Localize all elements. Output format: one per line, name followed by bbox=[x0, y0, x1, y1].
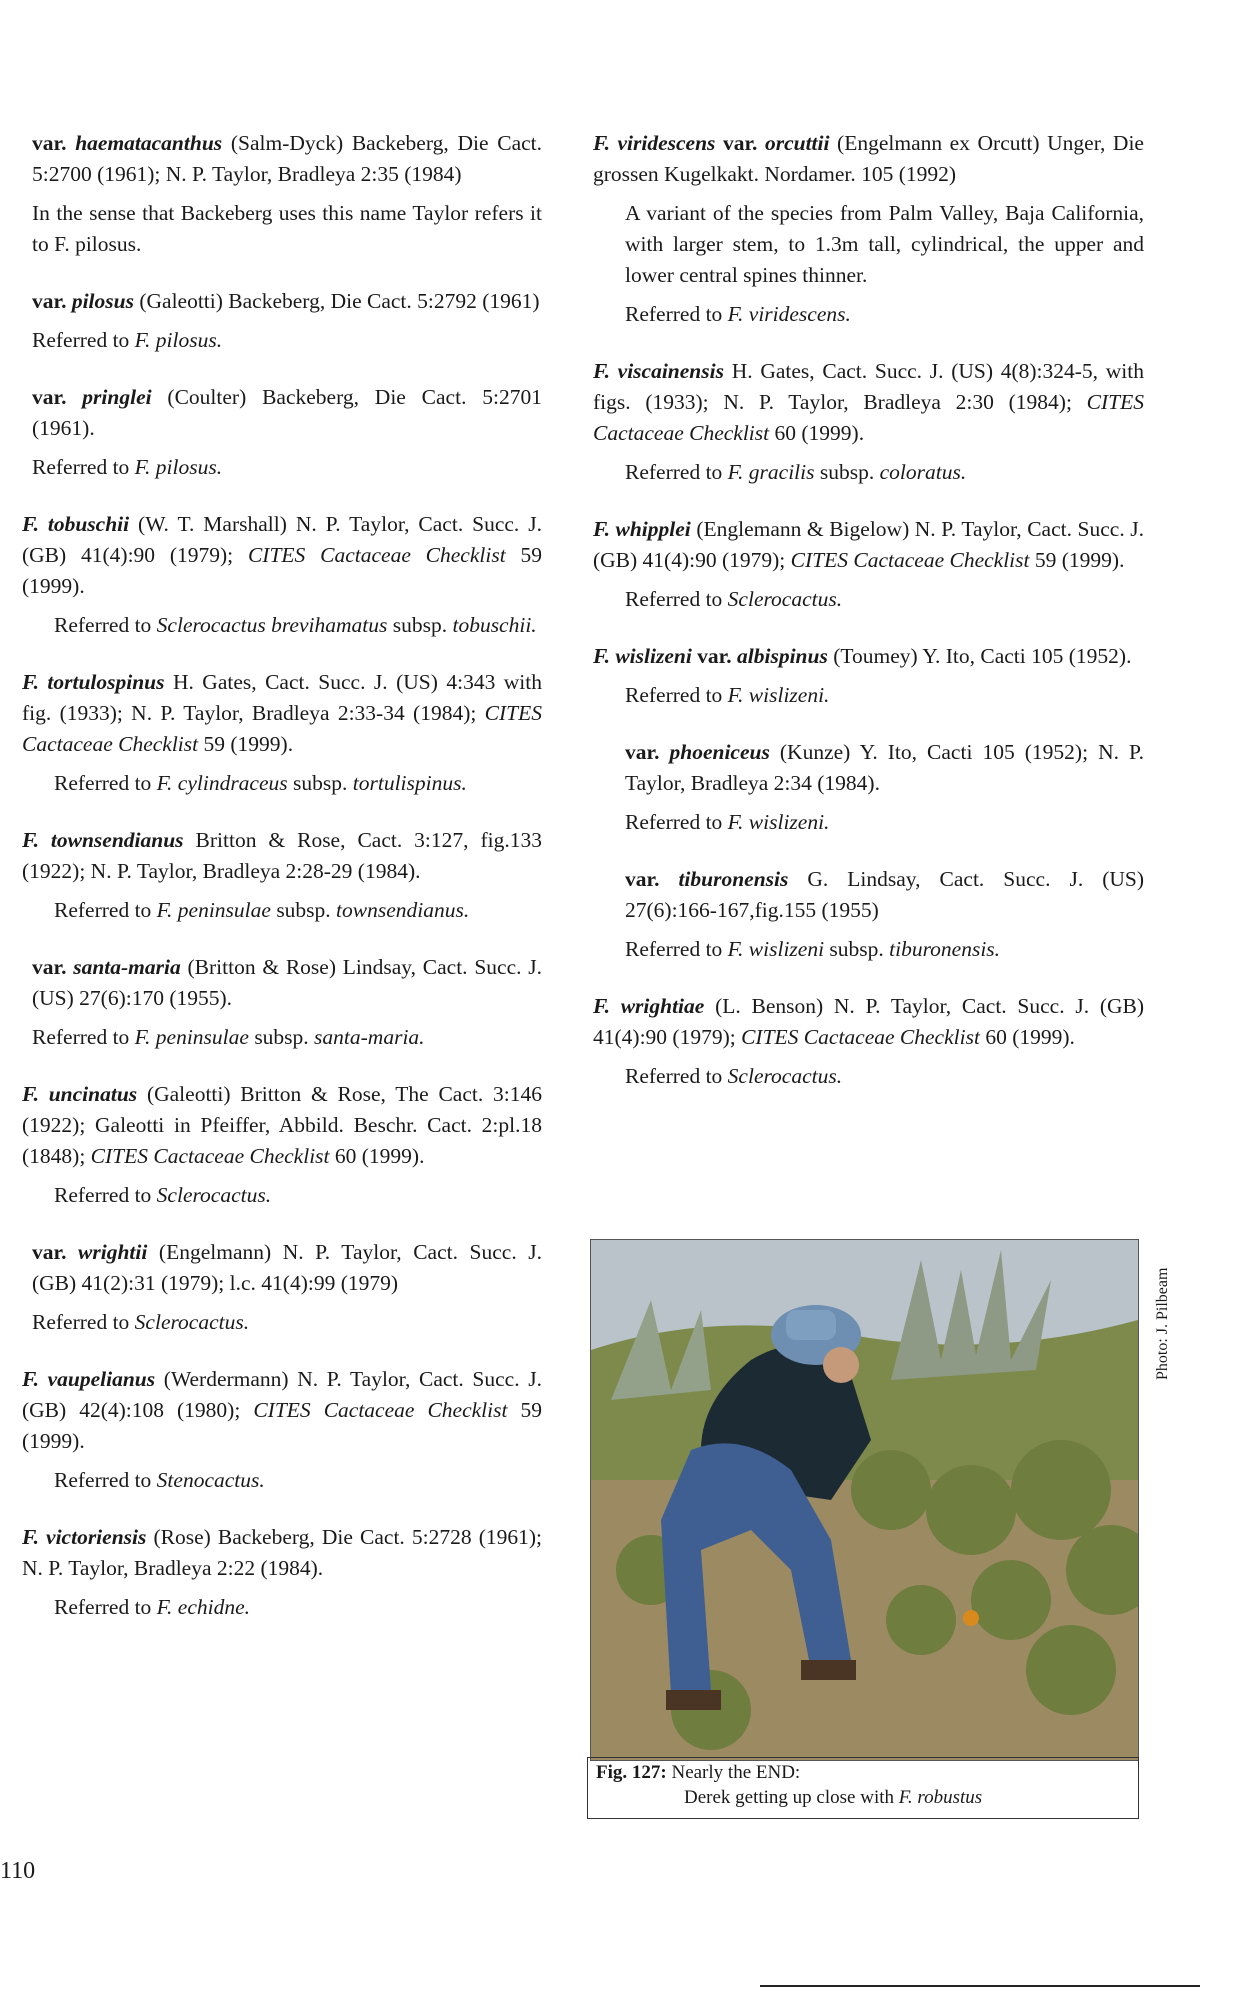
rank-label: var. bbox=[32, 955, 67, 979]
entry-var-wrightii bbox=[22, 1237, 542, 1338]
citation: (Britton & Rose) Lindsay, Cact. Succ. J. (US) 27(6):170 (1955). bbox=[32, 955, 542, 1010]
taxon-name: wrightii bbox=[78, 1240, 148, 1264]
referral: Referred to F. pilosus. bbox=[32, 455, 223, 479]
referral: Referred to F. wislizeni. bbox=[625, 683, 830, 707]
entry-var-pilosus bbox=[22, 286, 542, 356]
referral: Referred to Sclerocactus. bbox=[625, 1064, 843, 1088]
referral: Referred to Sclerocactus brevihamatus subsp. tobuschii. bbox=[54, 613, 537, 637]
taxon-name: phoeniceus bbox=[669, 740, 770, 764]
entry-wislizeni-albispinus bbox=[593, 641, 1144, 711]
referral: Referred to F. gracilis subsp. coloratus. bbox=[625, 460, 967, 484]
description: A variant of the species from Palm Valley, Baja California, with larger stem, to 1.3m tall, cylindrical, the upper and lower central spines thinner. bbox=[625, 201, 1144, 287]
citation: (Engelmann ex Orcutt) Unger, Die grossen Kugelkakt. Nordamer. 105 (1992) bbox=[593, 131, 1144, 186]
taxon-name: F. tobuschii bbox=[22, 512, 130, 536]
citation: H. Gates, Cact. Succ. J. (US) 4(8):324-5, with figs. (1933); N. P. Taylor, Bradleya 2:30 (1984); bbox=[593, 359, 1144, 414]
citation: (Kunze) Y. Ito, Cacti 105 (1952); N. P. Taylor, Bradleya 2:34 (1984). bbox=[625, 740, 1144, 795]
taxon-name: orcuttii bbox=[764, 131, 830, 155]
entry-viridescens-orcuttii bbox=[593, 128, 1144, 330]
referral: Referred to Sclerocactus. bbox=[54, 1183, 272, 1207]
taxon-name: tiburonensis bbox=[678, 867, 789, 891]
caption-line1: Nearly the END: bbox=[666, 1762, 801, 1783]
referral: Referred to F. wislizeni. bbox=[625, 810, 830, 834]
rank-label: var. bbox=[715, 131, 765, 155]
caption-line2: Derek getting up close with bbox=[684, 1787, 899, 1808]
citation: (Engelmann) N. P. Taylor, Cact. Succ. J. (GB) 41(2):31 (1979); l.c. 41(4):99 (1979) bbox=[32, 1240, 543, 1295]
referral: Referred to Stenocactus. bbox=[54, 1468, 265, 1492]
citation: (Werdermann) N. P. Taylor, Cact. Succ. J. (GB) 42(4):108 (1980); bbox=[22, 1367, 542, 1422]
entry-var-tiburonensis bbox=[593, 864, 1144, 965]
taxon-name: santa-maria bbox=[73, 955, 181, 979]
citation: (Galeotti) Britton & Rose, The Cact. 3:146 (1922); Galeotti in Pfeiffer, Abbild. Beschr. Cact. 2:pl.18 (1848); bbox=[22, 1082, 542, 1168]
taxon-name: pringlei bbox=[82, 385, 152, 409]
rank-label: var. bbox=[32, 131, 67, 155]
description: In the sense that Backeberg uses this name Taylor refers it to F. pilosus. bbox=[32, 201, 542, 256]
taxon-name: F. viscainensis bbox=[593, 359, 724, 383]
taxon-name: F. vaupelianus bbox=[22, 1367, 156, 1391]
entry-victoriensis bbox=[22, 1522, 542, 1623]
entry-whipplei: F. whipplei (Englemann & Bigelow) N. P. Taylor, Cact. Succ. J. (GB) 41(4):90 (1979); CITES Cactaceae Checklist 59 (1999). Referred to Sclerocactus. bbox=[593, 514, 1144, 615]
entry-viscainensis: F. viscainensis H. Gates, Cact. Succ. J. (US) 4(8):324-5, with figs. (1933); N. P. Taylor, Bradleya 2:30 (1984); CITES Cactaceae Checklist 60 (1999). Referred to F. gracilis subsp. coloratus. bbox=[593, 356, 1144, 488]
photo-figure-127 bbox=[590, 1239, 1139, 1761]
referral: Referred to F. viridescens. bbox=[625, 302, 851, 326]
citation: H. Gates, Cact. Succ. J. (US) 4:343 with fig. (1933); N. P. Taylor, Bradleya 2:33-34 (1984); bbox=[22, 670, 542, 725]
referral: Referred to F. peninsulae subsp. townsendianus. bbox=[54, 898, 470, 922]
entry-tobuschii: F. tobuschii (W. T. Marshall) N. P. Taylor, Cact. Succ. J. (GB) 41(4):90 (1979); CITES Cactaceae Checklist 59 (1999). Referred to Sclerocactus brevihamatus subsp. tobuschii. bbox=[22, 509, 542, 641]
referral: Referred to F. wislizeni subsp. tiburonensis. bbox=[625, 937, 1001, 961]
entry-wrightiae: F. wrightiae (L. Benson) N. P. Taylor, Cact. Succ. J. (GB) 41(4):90 (1979); CITES Cactaceae Checklist 60 (1999). Referred to Sclerocactus. bbox=[593, 991, 1144, 1092]
citation: Britton & Rose, Cact. 3:127, fig.133 (1922); N. P. Taylor, Bradleya 2:28-29 (1984). bbox=[22, 828, 542, 883]
citation: (Toumey) Y. Ito, Cacti 105 (1952). bbox=[827, 644, 1132, 668]
rank-label: var. bbox=[32, 1240, 67, 1264]
referral: Referred to F. pilosus. bbox=[32, 328, 223, 352]
taxon-name: F. viridescens bbox=[593, 131, 716, 155]
referral: Referred to Sclerocactus. bbox=[32, 1310, 250, 1334]
citation: (Galeotti) Backeberg, Die Cact. 5:2792 (1961) bbox=[133, 289, 540, 313]
citation: G. Lindsay, Cact. Succ. J. (US) 27(6):166-167,fig.155 (1955) bbox=[625, 867, 1144, 922]
page-number: 110 bbox=[0, 1858, 36, 1884]
taxon-name: F. wrightiae bbox=[593, 994, 705, 1018]
referral: Referred to F. peninsulae subsp. santa-maria. bbox=[32, 1025, 425, 1049]
rank-label: var. bbox=[625, 867, 660, 891]
photo-illustration bbox=[591, 1240, 1138, 1760]
taxon-name: F. victoriensis bbox=[22, 1525, 147, 1549]
referral: Referred to F. echidne. bbox=[54, 1595, 251, 1619]
rank-label: var. bbox=[691, 644, 737, 668]
citation: (L. Benson) N. P. Taylor, Cact. Succ. J. (GB) 41(4):90 (1979); bbox=[593, 994, 1145, 1049]
taxon-name: F. wislizeni bbox=[593, 644, 692, 668]
referral: Referred to Sclerocactus. bbox=[625, 587, 843, 611]
entry-tortulospinus: F. tortulospinus H. Gates, Cact. Succ. J. (US) 4:343 with fig. (1933); N. P. Taylor, Bradleya 2:33-34 (1984); CITES Cactaceae Checklist 59 (1999). Referred to F. cylindraceus subsp. tortulispinus. bbox=[22, 667, 542, 799]
citation: (Salm-Dyck) Backeberg, Die Cact. 5:2700 (1961); N. P. Taylor, Bradleya 2:35 (1984) bbox=[32, 131, 542, 186]
taxon-name: albispinus bbox=[737, 644, 828, 668]
entry-uncinatus: F. uncinatus (Galeotti) Britton & Rose, The Cact. 3:146 (1922); Galeotti in Pfeiffer, Abbild. Beschr. Cact. 2:pl.18 (1848); CITES Cactaceae Checklist 60 (1999). Referred to Sclerocactus. bbox=[22, 1079, 542, 1211]
caption-label: Fig. 127: bbox=[596, 1762, 667, 1783]
taxon-name: F. uncinatus bbox=[22, 1082, 138, 1106]
citation: (W. T. Marshall) N. P. Taylor, Cact. Succ. J. (GB) 41(4):90 (1979); bbox=[22, 512, 542, 567]
rank-label: var. bbox=[32, 385, 67, 409]
citation: (Rose) Backeberg, Die Cact. 5:2728 (1961); N. P. Taylor, Bradleya 2:22 (1984). bbox=[22, 1525, 542, 1580]
entry-var-santa-maria bbox=[22, 952, 542, 1053]
referral: Referred to F. cylindraceus subsp. tortulispinus. bbox=[54, 771, 467, 795]
taxon-name: F. tortulospinus bbox=[22, 670, 165, 694]
taxon-name: F. townsendianus bbox=[22, 828, 184, 852]
entry-var-haematacanthus bbox=[22, 128, 542, 260]
figure-caption: Fig. 127: Nearly the END: Derek getting up close with F. robustus bbox=[587, 1757, 1139, 1819]
taxon-name: pilosus bbox=[71, 289, 134, 313]
left-column bbox=[22, 128, 542, 1649]
photo-credit: Photo: J. Pilbeam bbox=[1154, 1267, 1171, 1380]
taxon-name: haematacanthus bbox=[75, 131, 223, 155]
rank-label: var. bbox=[32, 289, 67, 313]
rank-label: var. bbox=[625, 740, 660, 764]
footer-rule bbox=[760, 1985, 1200, 1987]
entry-vaupelianus: F. vaupelianus (Werdermann) N. P. Taylor, Cact. Succ. J. (GB) 42(4):108 (1980); CITES Cactaceae Checklist 59 (1999). Referred to Stenocactus. bbox=[22, 1364, 542, 1496]
entry-var-phoeniceus bbox=[593, 737, 1144, 838]
entry-var-pringlei bbox=[22, 382, 542, 483]
citation: (Englemann & Bigelow) N. P. Taylor, Cact. Succ. J. (GB) 41(4):90 (1979); bbox=[593, 517, 1144, 572]
citation: (Coulter) Backeberg, Die Cact. 5:2701 (1961). bbox=[32, 385, 543, 440]
entry-townsendianus bbox=[22, 825, 542, 926]
right-column bbox=[593, 128, 1144, 1118]
taxon-name: F. whipplei bbox=[593, 517, 691, 541]
